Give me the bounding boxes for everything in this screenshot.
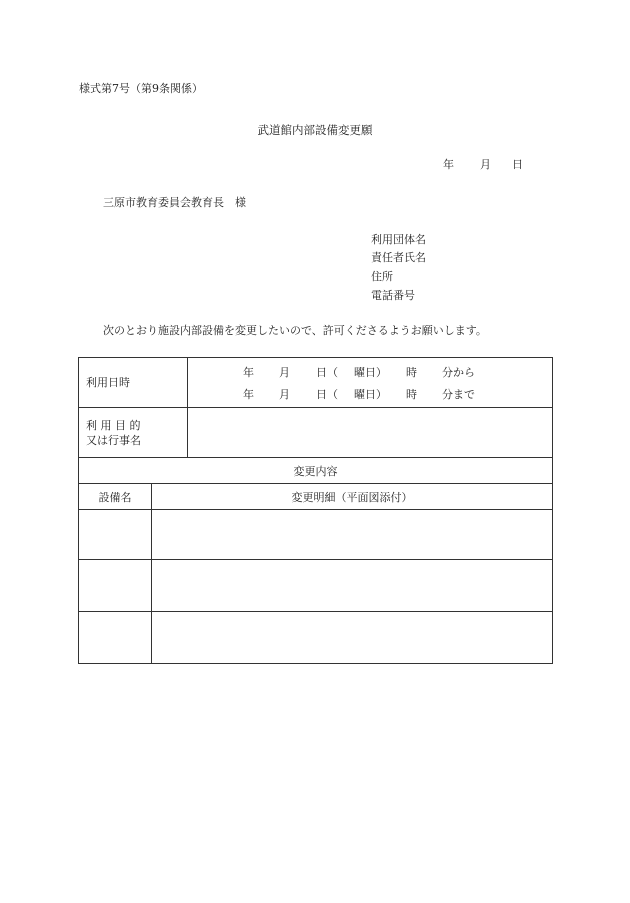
address-label: 住所 xyxy=(371,270,393,283)
form-number: 様式第7号（第9条関係） xyxy=(79,82,203,95)
request-text: 次のとおり施設内部設備を変更したいので、許可くださるようお願いします。 xyxy=(103,324,487,337)
date-month-label: 月 xyxy=(480,158,491,171)
date-year-label: 年 xyxy=(443,158,454,171)
from-hour: 時 xyxy=(406,365,417,379)
document-title: 武道館内部設備変更願 xyxy=(257,123,373,137)
organization-name-label: 利用団体名 xyxy=(371,233,426,246)
purpose-label-line1: 利 用 目 的 xyxy=(86,418,141,432)
to-hour: 時 xyxy=(406,387,417,401)
change-details-field[interactable] xyxy=(152,560,553,612)
changes-header-row xyxy=(79,458,553,484)
addressee: 三原市教育委員会教育長 様 xyxy=(103,196,246,209)
equipment-name-field[interactable] xyxy=(79,510,152,560)
equipment-name-field[interactable] xyxy=(79,560,152,612)
change-entry-row xyxy=(79,612,553,664)
to-month: 月 xyxy=(279,387,290,401)
change-entry-row xyxy=(79,510,553,560)
phone-number-label: 電話番号 xyxy=(371,289,415,302)
to-day: 日（ xyxy=(316,387,338,401)
from-minute: 分から xyxy=(442,365,475,379)
purpose-label-line2: 又は行事名 xyxy=(86,433,141,447)
to-year: 年 xyxy=(243,387,254,401)
responsible-person-label: 責任者氏名 xyxy=(371,251,426,264)
purpose-field[interactable] xyxy=(188,408,553,458)
from-weekday: 曜日） xyxy=(354,365,387,379)
datetime-from-row xyxy=(188,361,552,383)
to-weekday: 曜日） xyxy=(354,387,387,401)
equipment-name-field[interactable] xyxy=(79,612,152,664)
to-minute: 分まで xyxy=(442,387,475,401)
purpose-label xyxy=(79,408,188,458)
usage-datetime-row xyxy=(79,358,553,408)
change-details-field[interactable] xyxy=(152,612,553,664)
date-day-label: 日 xyxy=(512,158,523,171)
application-table xyxy=(78,357,553,664)
columns-header-row xyxy=(79,484,553,510)
usage-datetime-field[interactable] xyxy=(188,358,553,408)
purpose-row xyxy=(79,408,553,458)
usage-datetime-label: 利用日時 xyxy=(79,358,188,408)
datetime-to-row xyxy=(188,383,552,405)
from-month: 月 xyxy=(279,365,290,379)
changes-header: 変更内容 xyxy=(79,458,553,484)
equipment-name-header: 設備名 xyxy=(79,484,152,510)
change-details-header: 変更明細（平面図添付） xyxy=(152,484,553,510)
from-day: 日（ xyxy=(316,365,338,379)
change-details-field[interactable] xyxy=(152,510,553,560)
change-entry-row xyxy=(79,560,553,612)
from-year: 年 xyxy=(243,365,254,379)
